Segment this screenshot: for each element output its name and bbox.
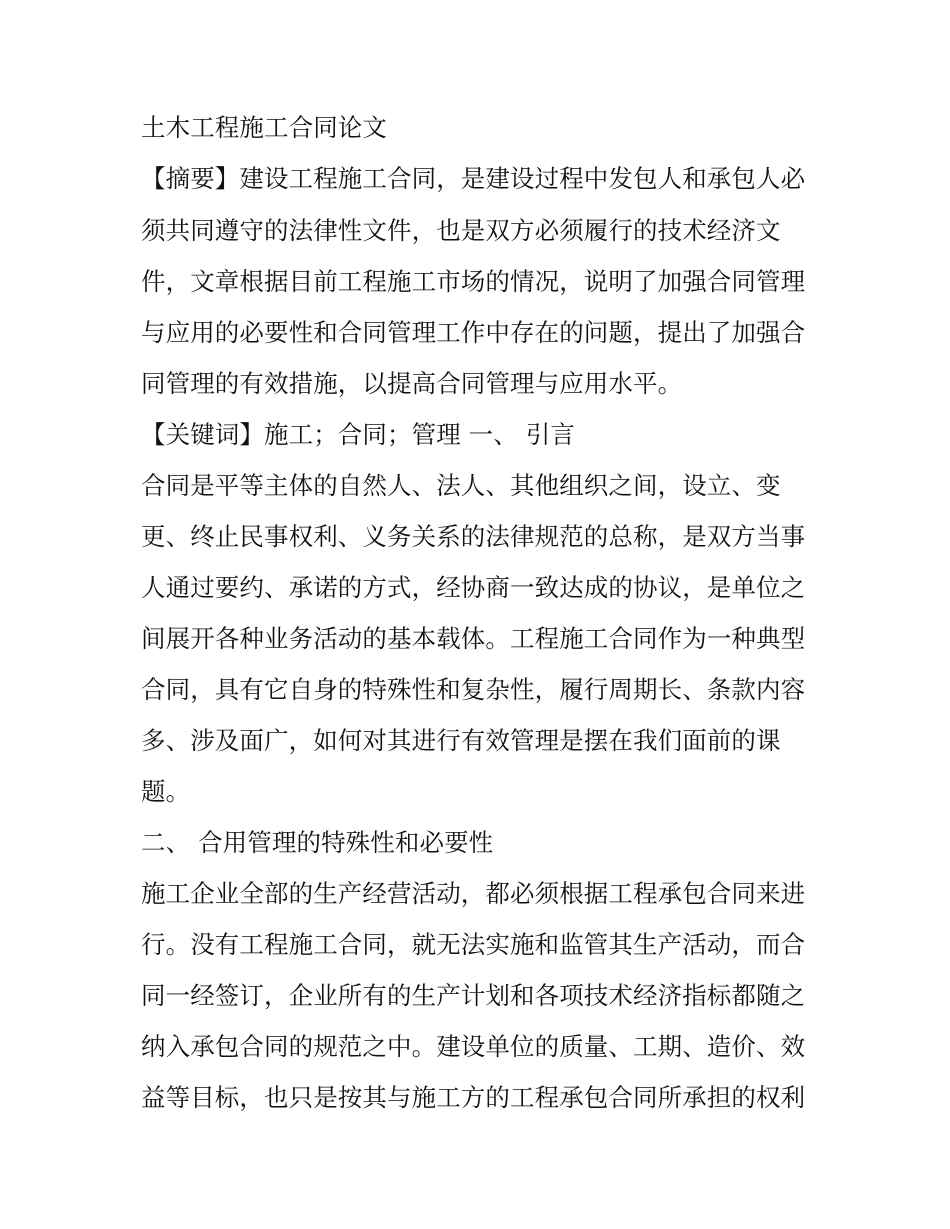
section2-line: 施工企业全部的生产经营活动，都必须根据工程承包合同来进 [141, 879, 806, 908]
abstract-line: 【摘要】建设工程施工合同，是建设过程中发包人和承包人必 [141, 164, 806, 193]
intro-line: 人通过要约、承诺的方式，经协商一致达成的协议，是单位之 [141, 573, 806, 602]
section2-line: 同一经签订，企业所有的生产计划和各项技术经济指标都随之 [141, 981, 806, 1010]
intro-line: 合同是平等主体的自然人、法人、其他组织之间，设立、变 [141, 471, 781, 500]
intro-line: 多、涉及面广，如何对其进行有效管理是摆在我们面前的课 [141, 726, 781, 755]
section2-line: 纳入承包合同的规范之中。建设单位的质量、工期、造价、效 [141, 1032, 806, 1061]
section-heading: 二、 合用管理的特殊性和必要性 [141, 828, 494, 857]
section2-line: 行。没有工程施工合同，就无法实施和监管其生产活动，而合 [141, 930, 806, 959]
abstract-line: 须共同遵守的法律性文件，也是双方必须履行的技术经济文 [141, 216, 781, 245]
intro-line: 题。 [141, 777, 191, 806]
intro-line: 更、终止民事权利、义务关系的法律规范的总称，是双方当事 [141, 522, 806, 551]
abstract-line: 与应用的必要性和合同管理工作中存在的问题，提出了加强合 [141, 318, 806, 347]
document-title: 土木工程施工合同论文 [141, 113, 387, 142]
keywords-line: 【关键词】施工；合同；管理 一、 引言 [141, 420, 575, 449]
intro-line: 合同，具有它自身的特殊性和复杂性，履行周期长、条款内容 [141, 675, 806, 704]
section2-line: 益等目标，也只是按其与施工方的工程承包合同所承担的权利 [141, 1083, 806, 1112]
abstract-line: 件，文章根据目前工程施工市场的情况，说明了加强合同管理 [141, 267, 806, 296]
intro-line: 间展开各种业务活动的基本载体。工程施工合同作为一种典型 [141, 624, 806, 653]
abstract-line: 同管理的有效措施，以提高合同管理与应用水平。 [141, 369, 683, 398]
